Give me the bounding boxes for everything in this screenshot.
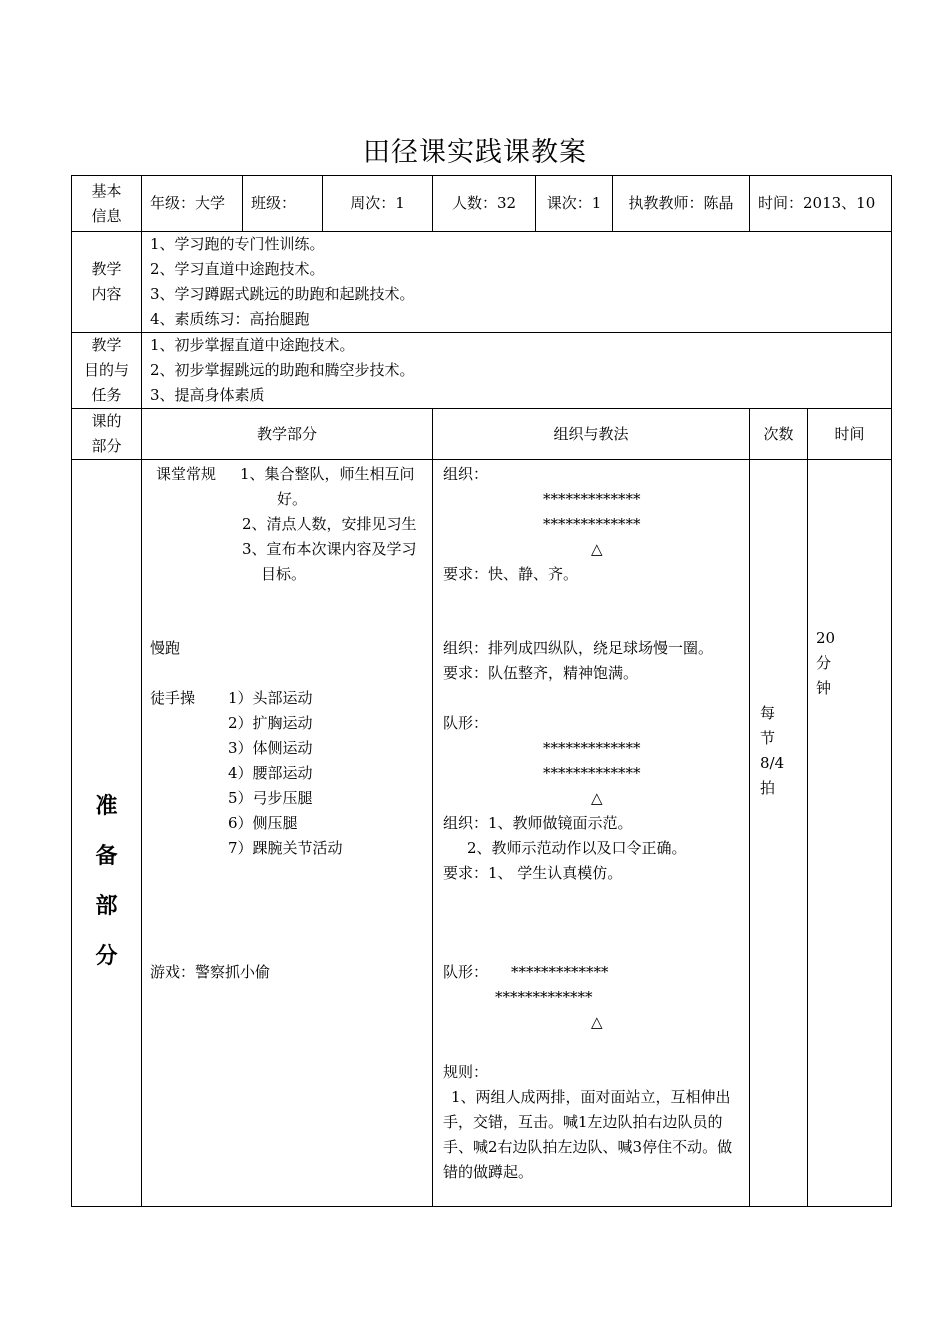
- org-text: 组织：排列成四纵队，绕足球场慢一圈。: [443, 639, 714, 657]
- content-item: 4、素质练习：高抬腿跑: [150, 310, 310, 328]
- basic-info-label: 基本 信息: [72, 176, 142, 232]
- formation-stars: *************: [543, 764, 641, 782]
- teacher-triangle: △: [591, 1013, 603, 1031]
- routine-item: 2、清点人数，安排见习生: [242, 515, 417, 533]
- exercise-item: 1）头部运动: [228, 689, 313, 707]
- rules-label: 规则：: [443, 1063, 489, 1081]
- rules-text: 错的做蹲起。: [443, 1163, 534, 1181]
- teaching-header: 教学部分: [142, 409, 433, 460]
- goal-item: 3、提高身体素质: [150, 386, 265, 404]
- content-label: 教学 内容: [72, 232, 142, 333]
- requirement: 要求：快、静、齐。: [443, 565, 579, 583]
- formation-stars: *************: [543, 515, 641, 533]
- exercise-item: 3）体侧运动: [228, 739, 313, 757]
- rules-text: 1、两组人成两排，面对面站立，互相伸出: [451, 1088, 731, 1106]
- formation-stars: *************: [511, 963, 609, 981]
- content-item: 1、学习跑的专门性训练。: [150, 235, 325, 253]
- week-cell: 周次：1: [323, 176, 433, 232]
- exercise-label: 徒手操: [150, 689, 196, 707]
- formation-stars: *************: [543, 739, 641, 757]
- prep-teaching-cell: [142, 460, 433, 1207]
- part-header: 课的 部分: [72, 409, 142, 460]
- routine-item: 好。: [277, 490, 308, 508]
- exercise-item: 4）腰部运动: [228, 764, 313, 782]
- exercise-item: 5）弓步压腿: [228, 789, 313, 807]
- teacher-triangle: △: [591, 789, 603, 807]
- basic-info-row: [72, 176, 892, 232]
- routine-item: 3、宣布本次课内容及学习: [242, 540, 417, 558]
- prep-organization-cell: [433, 460, 750, 1207]
- formation-stars: *************: [543, 490, 641, 508]
- exercise-item: 7）踝腕关节活动: [228, 839, 343, 857]
- lesson-number-cell: 课次：1: [536, 176, 613, 232]
- goal-item: 2、初步掌握跳远的助跑和腾空步技术。: [150, 361, 415, 379]
- goals-row: [72, 333, 892, 409]
- exercise-item: 6）侧压腿: [228, 814, 298, 832]
- formation-stars: *************: [495, 988, 593, 1006]
- requirement: 要求：1、 学生认真模仿。: [443, 864, 623, 882]
- routine-label: 课堂常规: [156, 465, 217, 483]
- time-cell: 时间：2013、10: [750, 176, 892, 232]
- goals-label: 教学 目的与 任务: [72, 333, 142, 409]
- goals-list: [142, 333, 892, 409]
- class-cell: 班级：: [243, 176, 323, 232]
- rules-text: 手，交错，互击。喊1左边队拍右边队员的: [443, 1113, 723, 1131]
- jog-label: 慢跑: [150, 639, 181, 657]
- formation-label: 队形：: [443, 714, 489, 732]
- section-header-row: [72, 409, 892, 460]
- prep-label: 准 备 部 分: [72, 460, 142, 1207]
- org-text: 组织：1、教师做镜面示范。: [443, 814, 633, 832]
- lesson-plan-table: [71, 175, 892, 1207]
- content-item: 2、学习直道中途跑技术。: [150, 260, 325, 278]
- content-row: [72, 232, 892, 333]
- time-header: 时间: [808, 409, 892, 460]
- org-text: 2、教师示范动作以及口令正确。: [467, 839, 687, 857]
- reps-header: 次数: [750, 409, 808, 460]
- formation-label: 队形：: [443, 963, 489, 981]
- grade-cell: 年级：大学: [142, 176, 243, 232]
- organization-header: 组织与教法: [433, 409, 750, 460]
- requirement: 要求：队伍整齐，精神饱满。: [443, 664, 639, 682]
- prep-reps-cell: 每 节 8/4 拍: [750, 460, 808, 1207]
- content-list: [142, 232, 892, 333]
- org-label: 组织：: [443, 465, 489, 483]
- teacher-cell: 执教教师：陈晶: [613, 176, 750, 232]
- prep-time-cell: 20 分 钟: [808, 460, 892, 1207]
- exercise-item: 2）扩胸运动: [228, 714, 313, 732]
- prep-row: [72, 460, 892, 1207]
- rules-text: 手、喊2右边队拍左边队、喊3停住不动。做: [443, 1138, 733, 1156]
- routine-item: 1、集合整队，师生相互问: [240, 465, 415, 483]
- teacher-triangle: △: [591, 540, 603, 558]
- page-title: 田径课实践课教案: [363, 137, 587, 168]
- game-label: 游戏：警察抓小偷: [150, 963, 271, 981]
- goal-item: 1、初步掌握直道中途跑技术。: [150, 336, 355, 354]
- routine-item: 目标。: [261, 565, 307, 583]
- student-count-cell: 人数：32: [433, 176, 536, 232]
- content-item: 3、学习蹲踞式跳远的助跑和起跳技术。: [150, 285, 415, 303]
